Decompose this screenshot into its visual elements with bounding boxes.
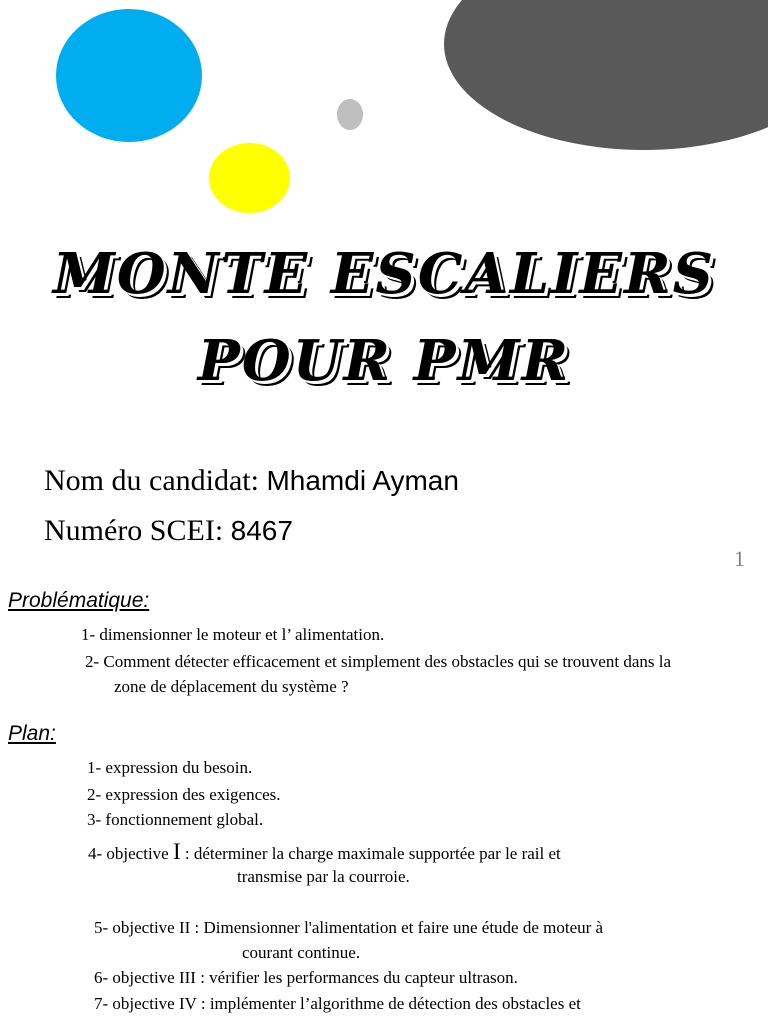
plan-item: 7- objective IV : implémenter l’algorithme de détection des obstacles et bbox=[94, 994, 581, 1013]
plan-heading: Plan: bbox=[8, 722, 56, 745]
plan-item: 5- objective II : Dimensionner l'alimentation et faire une étude de moteur à bbox=[94, 918, 604, 937]
plan-item: 6- objective III : vérifier les performances du capteur ultrason. bbox=[94, 968, 518, 987]
yellow-circle-decoration bbox=[209, 143, 290, 213]
title-line-2: POUR PMR bbox=[197, 328, 571, 394]
dark-ellipse-decoration bbox=[444, 0, 768, 150]
blue-circle-decoration bbox=[56, 9, 202, 142]
plan-item-text: 4- objective bbox=[88, 844, 173, 863]
scei-number-value: 8467 bbox=[230, 515, 293, 546]
candidate-name-label: Nom du candidat: bbox=[44, 464, 259, 497]
plan-item: 3- fonctionnement global. bbox=[87, 810, 264, 829]
plan-item-continuation: transmise par la courroie. bbox=[237, 867, 410, 886]
plan-item: 1- expression du besoin. bbox=[87, 758, 253, 777]
plan-item-text: : déterminer la charge maximale supportée par le rail et bbox=[180, 844, 561, 863]
gray-circle-decoration bbox=[337, 99, 363, 130]
candidate-name-row bbox=[44, 466, 459, 496]
page-number: 1 bbox=[734, 546, 745, 571]
title-line-1: MONTE ESCALIERS bbox=[52, 241, 716, 307]
plan-item: 2- expression des exigences. bbox=[87, 785, 281, 804]
roman-numeral: I bbox=[172, 839, 181, 864]
scei-number-label: Numéro SCEI: bbox=[44, 514, 224, 547]
problematique-item-continuation: zone de déplacement du système ? bbox=[114, 677, 349, 696]
problematique-item: 1- dimensionner le moteur et l’ alimentation. bbox=[81, 625, 385, 644]
plan-item-continuation: courant continue. bbox=[242, 943, 361, 962]
problematique-heading: Problématique: bbox=[8, 589, 150, 612]
candidate-name-value: Mhamdi Ayman bbox=[266, 465, 459, 496]
plan-item bbox=[88, 840, 561, 863]
problematique-item: 2- Comment détecter efficacement et simplement des obstacles qui se trouvent dans la bbox=[85, 652, 671, 671]
scei-number-row bbox=[44, 516, 293, 546]
